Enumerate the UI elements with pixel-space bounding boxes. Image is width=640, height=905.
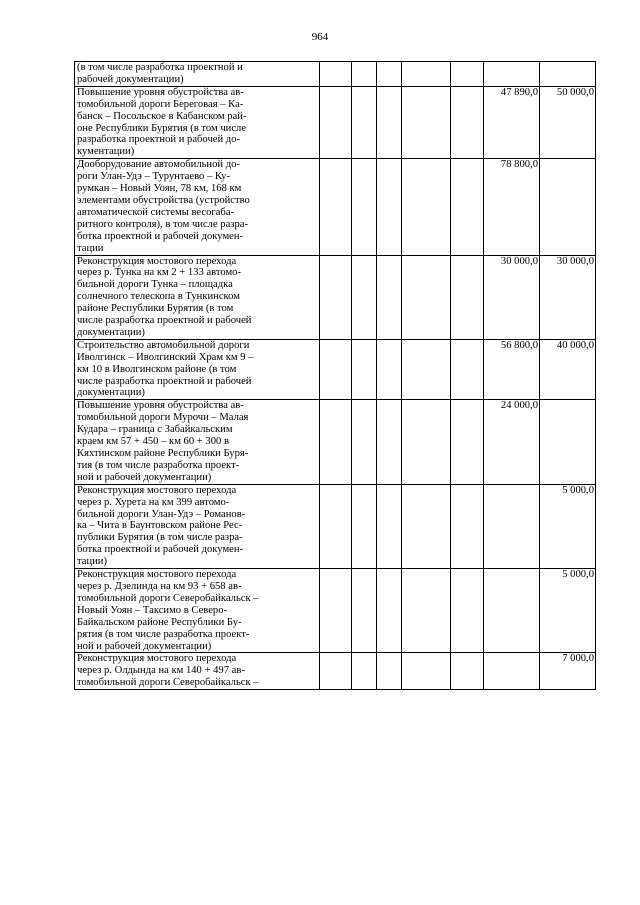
empty-cell: [377, 86, 402, 158]
value-cell-col7: [540, 159, 596, 255]
value-cell-col7: 5 000,0: [540, 484, 596, 568]
empty-cell: [352, 400, 377, 484]
value-cell-col6: 30 000,0: [484, 255, 540, 339]
empty-cell: [377, 339, 402, 400]
table-row: [75, 653, 596, 690]
row-name: Повышение уровня обустройства ав- томобильной дороги Береговая – Ка- банск – Посольское в Кабанском рай- оне Республики Бурятия (в том числе разработка проектной и рабочей до- кументации): [75, 86, 320, 158]
empty-cell: [451, 569, 484, 653]
empty-cell: [402, 653, 451, 690]
page-number: 964: [311, 31, 329, 43]
empty-cell: [352, 653, 377, 690]
empty-cell: [451, 653, 484, 690]
empty-cell: [451, 400, 484, 484]
empty-cell: [320, 339, 352, 400]
row-name: (в том числе разработка проектной и рабочей документации): [75, 62, 320, 87]
value-cell-col6: 24 000,0: [484, 400, 540, 484]
empty-cell: [352, 484, 377, 568]
table-row: [75, 86, 596, 158]
value-cell-col7: 30 000,0: [540, 255, 596, 339]
value-cell-col6: [484, 653, 540, 690]
empty-cell: [320, 400, 352, 484]
table-row: [75, 339, 596, 400]
table-row: [75, 569, 596, 653]
empty-cell: [402, 86, 451, 158]
empty-cell: [402, 255, 451, 339]
value-cell-col7: 7 000,0: [540, 653, 596, 690]
empty-cell: [377, 569, 402, 653]
empty-cell: [320, 653, 352, 690]
empty-cell: [320, 255, 352, 339]
empty-cell: [451, 339, 484, 400]
table-row: [75, 255, 596, 339]
empty-cell: [320, 484, 352, 568]
empty-cell: [377, 484, 402, 568]
table-row: [75, 484, 596, 568]
empty-cell: [377, 400, 402, 484]
empty-cell: [451, 255, 484, 339]
row-name: Реконструкция мостового перехода через р. Хурета на км 399 автомо- бильной дороги Улан-Удэ – Романов- ка – Чита в Баунтовском районе Рес- публики Бурятия (в том числе разра- ботка проектной и рабочей докумен- тации): [75, 484, 320, 568]
empty-cell: [320, 62, 352, 87]
value-cell-col6: 47 890,0: [484, 86, 540, 158]
empty-cell: [352, 569, 377, 653]
table-row: [75, 62, 596, 87]
empty-cell: [451, 86, 484, 158]
empty-cell: [402, 62, 451, 87]
empty-cell: [377, 62, 402, 87]
empty-cell: [352, 339, 377, 400]
table-row: [75, 400, 596, 484]
empty-cell: [451, 484, 484, 568]
row-name: Реконструкция мостового перехода через р. Олдында на км 140 + 497 ав- томобильной дороги Северобайкальск –: [75, 653, 320, 690]
value-cell-col7: 40 000,0: [540, 339, 596, 400]
empty-cell: [402, 339, 451, 400]
empty-cell: [320, 86, 352, 158]
value-cell-col7: 5 000,0: [540, 569, 596, 653]
value-cell-col6: [484, 569, 540, 653]
budget-table: [74, 61, 596, 690]
row-name: Дооборудование автомобильной до- роги Улан-Удэ – Турунтаево – Ку- румкан – Новый Уоян, 78 км, 168 км элементами обустройства (устройство автоматической системы весогаба- ритного контроля), в том числе разра- ботка проектной и рабочей докумен- тации: [75, 159, 320, 255]
empty-cell: [320, 159, 352, 255]
empty-cell: [352, 86, 377, 158]
row-name: Повышение уровня обустройства ав- томобильной дороги Мурочи – Малая Кудара – граница с Забайкальским краем км 57 + 450 – км 60 + 300 в Кяхтинском районе Республики Буря- тия (в том числе разработка проект- ной и рабочей документации): [75, 400, 320, 484]
empty-cell: [451, 159, 484, 255]
row-name: Строительство автомобильной дороги Иволгинск – Иволгинский Храм км 9 – км 10 в Иволгинском районе (в том числе разработка проектной и рабочей документации): [75, 339, 320, 400]
empty-cell: [451, 62, 484, 87]
value-cell-col6: [484, 62, 540, 87]
empty-cell: [402, 569, 451, 653]
value-cell-col7: 50 000,0: [540, 86, 596, 158]
value-cell-col6: 56 800,0: [484, 339, 540, 400]
value-cell-col6: [484, 484, 540, 568]
table-row: [75, 159, 596, 255]
empty-cell: [402, 159, 451, 255]
row-name: Реконструкция мостового перехода через р. Дзелинда на км 93 + 658 ав- томобильной дороги Северобайкальск – Новый Уоян – Таксимо в Северо- Байкальском районе Республики Бу- рятия (в том числе разработка проект- ной и рабочей документации): [75, 569, 320, 653]
value-cell-col7: [540, 62, 596, 87]
empty-cell: [377, 255, 402, 339]
empty-cell: [377, 159, 402, 255]
empty-cell: [352, 159, 377, 255]
row-name: Реконструкция мостового перехода через р. Тунка на км 2 + 133 автомо- бильной дороги Тунка – площадка солнечного телескопа в Тункинском районе Республики Бурятия (в том числе разработка проектной и рабочей документации): [75, 255, 320, 339]
empty-cell: [352, 255, 377, 339]
empty-cell: [352, 62, 377, 87]
empty-cell: [377, 653, 402, 690]
empty-cell: [402, 484, 451, 568]
value-cell-col6: 78 800,0: [484, 159, 540, 255]
empty-cell: [402, 400, 451, 484]
empty-cell: [320, 569, 352, 653]
value-cell-col7: [540, 400, 596, 484]
